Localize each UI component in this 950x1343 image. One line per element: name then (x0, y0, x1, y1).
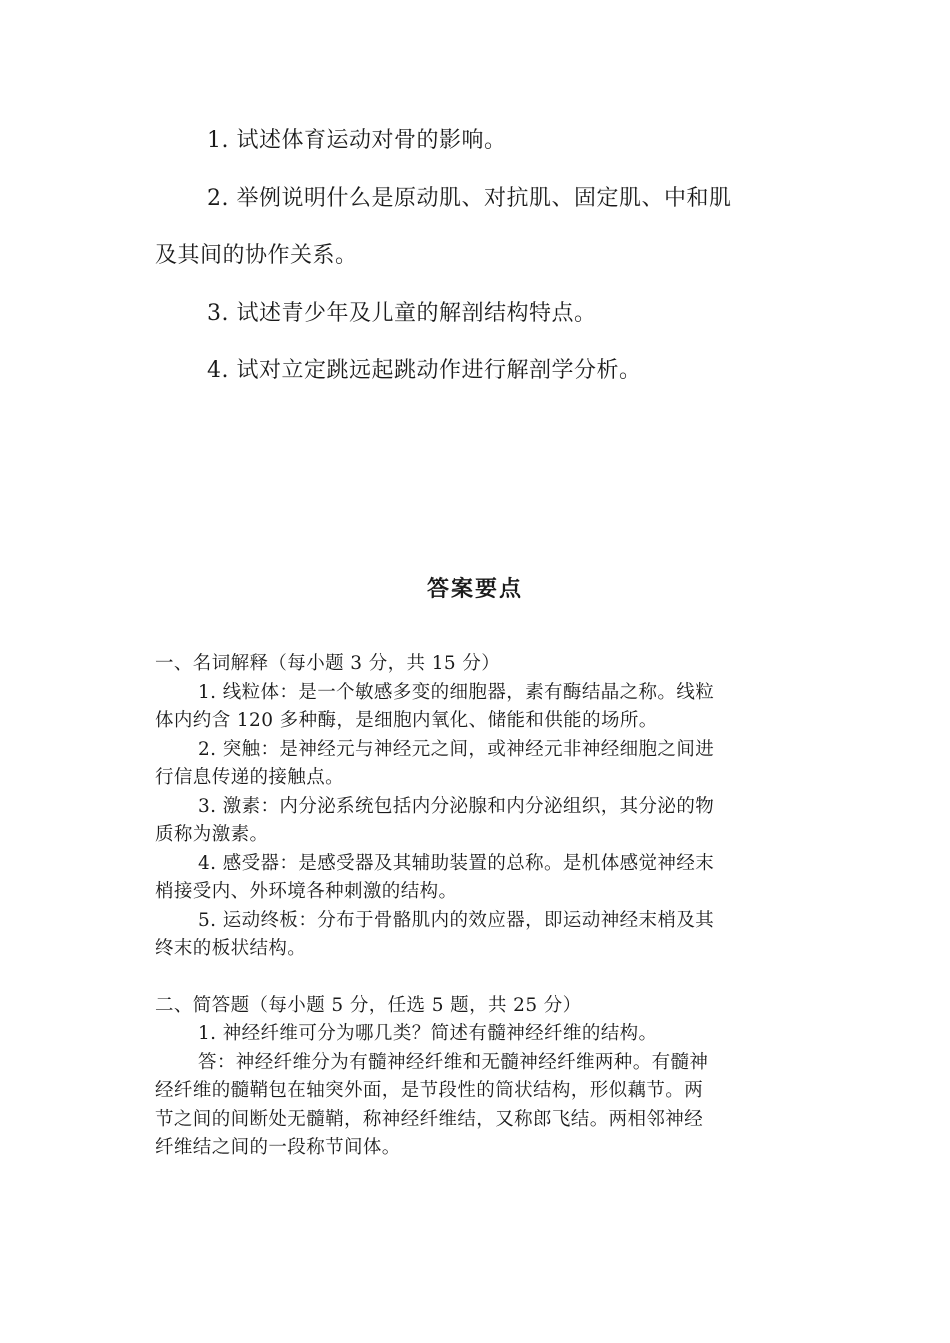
section1-line: 质称为激素。 (155, 824, 269, 845)
essay-question-2: 2. 举例说明什么是原动肌、对抗肌、固定肌、中和肌 (207, 185, 732, 211)
section-gap (155, 964, 795, 992)
section2-line: 纤维结之间的一段称节间体。 (155, 1137, 401, 1158)
section1-heading: 一、名词解释（每小题 3 分，共 15 分） (155, 653, 501, 674)
answers-title: 答案要点 (426, 576, 523, 602)
section2-line: 经纤维的髓鞘包在轴突外面，是节段性的筒状结构，形似藕节。两 (155, 1080, 704, 1101)
essay-question-4: 4. 试对立定跳远起跳动作进行解剖学分析。 (207, 358, 642, 383)
section2-line: 节之间的间断处无髓鞘，称神经纤维结，又称郎飞结。两相邻神经 (155, 1108, 704, 1130)
essay-question-3: 3. 试述青少年及儿童的解剖结构特点。 (207, 300, 597, 326)
section1-line: 梢接受内、外环境各种刺激的结构。 (155, 881, 458, 902)
section1-line: 行信息传递的接触点。 (155, 767, 345, 788)
section2-heading: 二、简答题（每小题 5 分，任选 5 题，共 25 分） (155, 994, 582, 1016)
section2-line: 答：神经纤维分为有髓神经纤维和无髓神经纤维两种。有髓神 (198, 1051, 709, 1073)
section1-line: 1. 线粒体：是一个敏感多变的细胞器，素有酶结晶之称。线粒 (198, 681, 715, 703)
essay-question-2-continued: 及其间的协作关系。 (155, 243, 358, 268)
section1-line: 终末的板状结构。 (155, 938, 307, 959)
answers-body (155, 650, 795, 1163)
section1-line: 2. 突触：是神经元与神经元之间，或神经元非神经细胞之间进 (198, 738, 715, 760)
section1-line: 3. 激素：内分泌系统包括内分泌腺和内分泌组织，其分泌的物 (198, 795, 715, 817)
section1-line: 体内约含 120 多种酶，是细胞内氧化、储能和供能的场所。 (155, 710, 658, 731)
section1-line: 5. 运动终板：分布于骨骼肌内的效应器，即运动神经末梢及其 (198, 909, 715, 931)
essay-questions (155, 112, 795, 400)
essay-question-1: 1. 试述体育运动对骨的影响。 (207, 128, 507, 153)
section1-line: 4. 感受器：是感受器及其辅助装置的总称。是机体感觉神经末 (198, 852, 715, 874)
section2-line: 1. 神经纤维可分为哪几类？简述有髓神经纤维的结构。 (198, 1023, 658, 1044)
